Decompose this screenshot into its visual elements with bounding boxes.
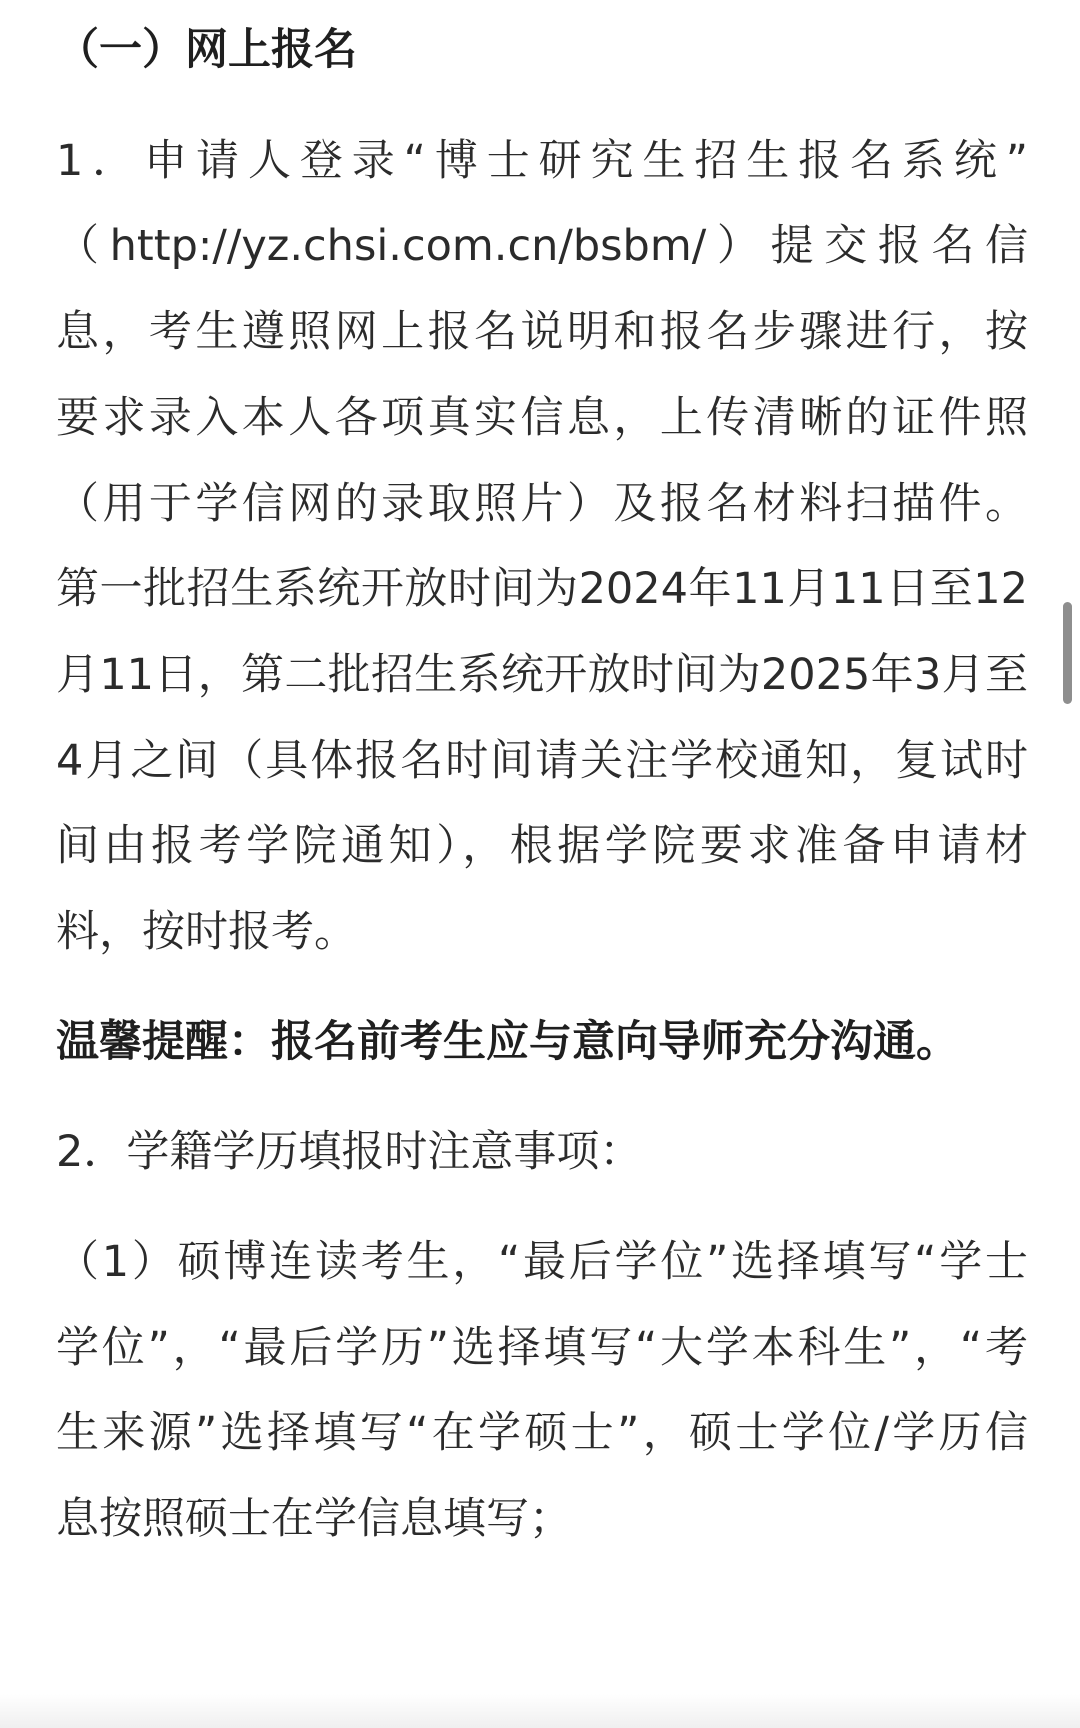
paragraph-line: 1．申请人登录“博士研究生招生报名系统” — [56, 136, 1028, 186]
bottom-fade — [0, 1694, 1080, 1728]
paragraph-line: 息按照硕士在学信息填写； — [56, 1494, 572, 1544]
registration-link[interactable]: （http://yz.chsi.com.cn/bsbm/）提交报名信 — [56, 221, 1028, 271]
paragraph-line — [56, 218, 1028, 274]
item2-heading: 2．学籍学历填报时注意事项： — [56, 1127, 643, 1177]
reminder-text: 温馨提醒：报名前考生应与意向导师充分沟通。 — [56, 1017, 959, 1067]
paragraph-line: 学位”，“最后学历”选择填写“大学本科生”，“考 — [56, 1323, 1028, 1373]
section-title: （一）网上报名 — [56, 25, 357, 75]
paragraph-line: 月11日，第二批招生系统开放时间为2025年3月至 — [56, 650, 1028, 700]
paragraph-line: 第一批招生系统开放时间为2024年11月11日至12 — [56, 564, 1028, 614]
paragraph-line: （用于学信网的录取照片）及报名材料扫描件。 — [56, 479, 1028, 529]
paragraph-line: 间由报考学院通知），根据学院要求准备申请材 — [56, 821, 1028, 871]
paragraph-line: 息，考生遵照网上报名说明和报名步骤进行，按 — [56, 307, 1028, 357]
paragraph-line: 要求录入本人各项真实信息，上传清晰的证件照 — [56, 393, 1028, 443]
paragraph-line: 生来源”选择填写“在学硕士”，硕士学位/学历信 — [56, 1408, 1028, 1458]
scrollbar-thumb[interactable] — [1063, 602, 1072, 704]
paragraph-line: 4月之间（具体报名时间请关注学校通知，复试时 — [56, 736, 1028, 786]
paragraph-line: 料，按时报考。 — [56, 907, 357, 957]
paragraph-line: （1）硕博连读考生，“最后学位”选择填写“学士 — [56, 1237, 1028, 1287]
